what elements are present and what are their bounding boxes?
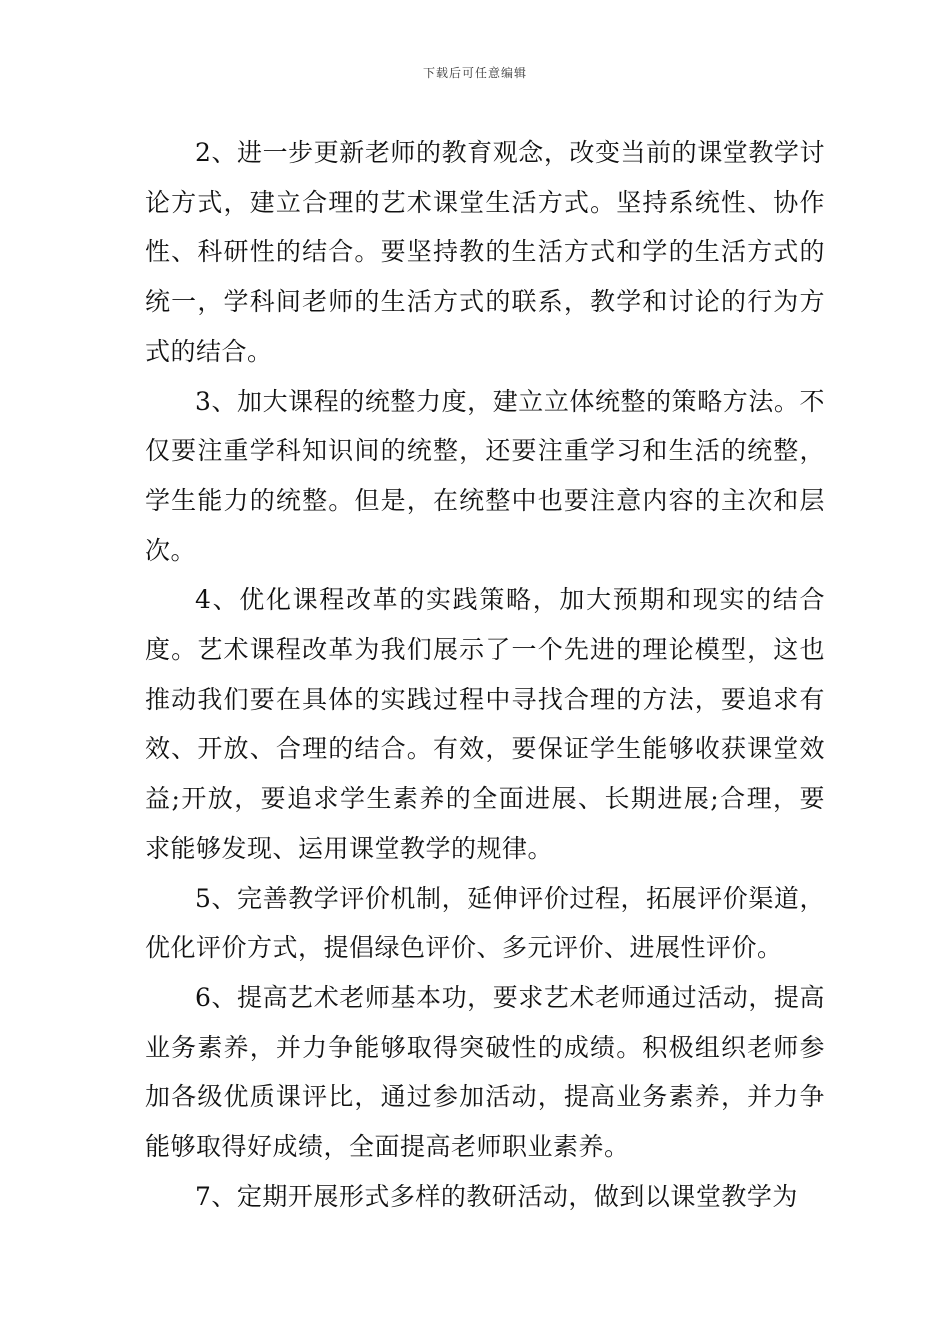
paragraph-6: 6、提高艺术老师基本功，要求艺术老师通过活动，提高业务素养，并力争能够取得突破性的成绩。积极组织老师参加各级优质课评比，通过参加活动，提高业务素养，并力争能够取得好成绩，全面提高老师职业素养。	[145, 982, 825, 1162]
page-header-note: 下载后可任意编辑	[422, 66, 527, 80]
paragraph-3: 3、加大课程的统整力度，建立立体统整的策略方法。不仅要注重学科知识间的统整，还要注重学习和生活的统整，学生能力的统整。但是，在统整中也要注意内容的主次和层次。	[145, 386, 825, 565]
paragraph-5: 5、完善教学评价机制，延伸评价过程，拓展评价渠道，优化评价方式，提倡绿色评价、多元评价、进展性评价。	[145, 883, 825, 963]
paragraph-4: 4、优化课程改革的实践策略，加大预期和现实的结合度。艺术课程改革为我们展示了一个先进的理论模型，这也推动我们要在具体的实践过程中寻找合理的方法，要追求有效、开放、合理的结合。有效，要保证学生能够收获课堂效益;开放，要追求学生素养的全面进展、长期进展;合理，要求能够发现、运用课堂教学的规律。	[145, 585, 825, 863]
document-body	[145, 128, 825, 1221]
paragraph-2: 2、进一步更新老师的教育观念，改变当前的课堂教学讨论方式，建立合理的艺术课堂生活方式。坚持系统性、协作性、科研性的结合。要坚持教的生活方式和学的生活方式的统一，学科间老师的生活方式的联系，教学和讨论的行为方式的结合。	[145, 138, 825, 366]
paragraph-7: 7、定期开展形式多样的教研活动，做到以课堂教学为	[195, 1181, 798, 1211]
